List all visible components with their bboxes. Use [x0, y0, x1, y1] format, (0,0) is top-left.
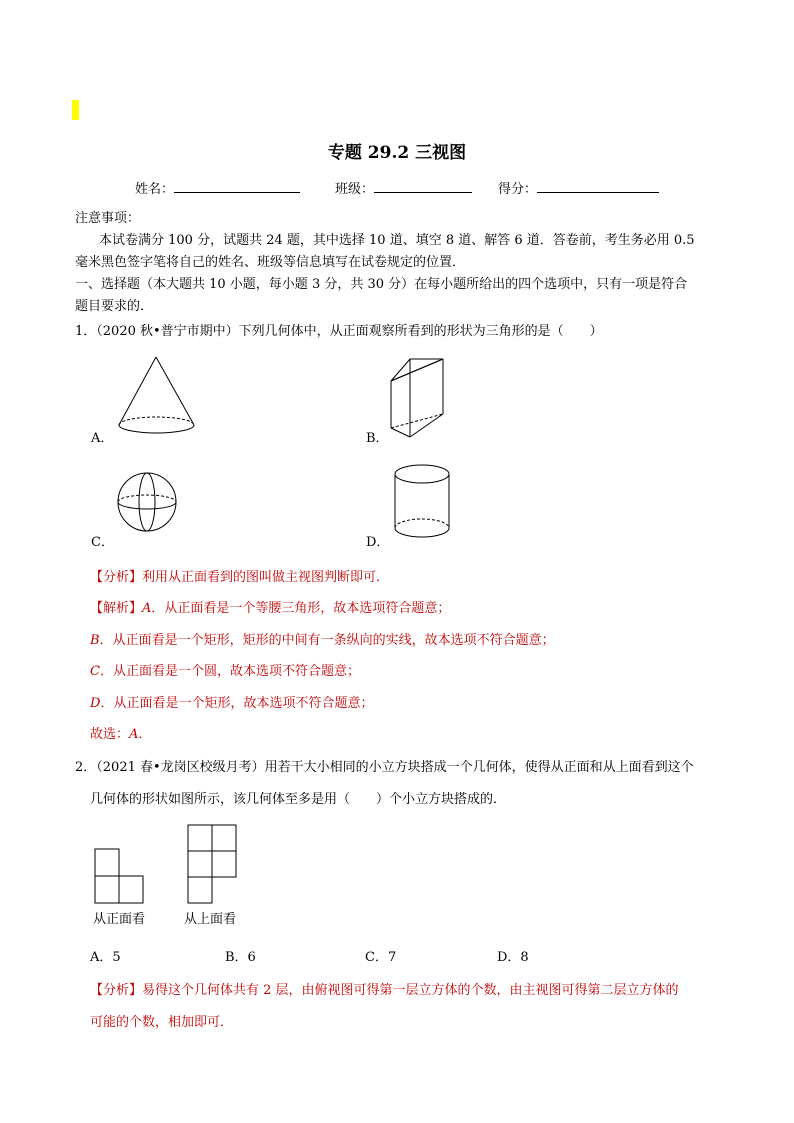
class-field: [335, 178, 472, 197]
q2-option-d: D．8: [497, 950, 529, 965]
q2-analysis-tag: 【分析】: [90, 983, 143, 998]
solution-text-c: ．从正面看是一个圆，故本选项不符合题意；: [99, 664, 360, 679]
q2-analysis-line-2: 可能的个数，相加即可．: [90, 1015, 234, 1030]
solution-text-b: ．从正面看是一个矩形，矩形的中间有一条纵向的实线，故本选项不符合题意；: [99, 633, 555, 648]
q1-solution-a: [90, 597, 450, 616]
q1-solution-b: [90, 629, 555, 648]
score-blank: [537, 180, 659, 193]
score-field: [498, 178, 659, 197]
sphere-icon: [115, 470, 179, 534]
score-label: 得分：: [498, 182, 538, 197]
name-field: [135, 178, 300, 197]
answer-letter: A: [129, 727, 139, 742]
q2-analysis-text-1: 易得这个几何体共有 2 层，由俯视图可得第一层立方体的个数，由主视图可得第二层立方体的: [142, 983, 679, 998]
front-view-label: 从正面看: [93, 912, 146, 927]
class-blank: [374, 180, 472, 193]
q2-option-a: A．5: [90, 950, 121, 965]
name-blank: [174, 180, 300, 193]
notice-line-2: 毫米黑色签字笔将自己的姓名、班级等信息填写在试卷规定的位置．: [75, 255, 466, 270]
q2-option-c: C．7: [365, 950, 397, 965]
question-1-stem: 1．（2020 秋•普宁市期中）下列几何体中，从正面观察所看到的形状为三角形的是（ ）: [75, 324, 603, 339]
question-2-stem-line-1: 2．（2021 春•龙岗区校级月考）用若干大小相同的小立方块搭成一个几何体，使得从正面和从上面看到这个: [75, 760, 694, 775]
option-d-label: D．: [366, 535, 390, 550]
solution-letter-b: B: [90, 633, 100, 648]
q1-answer: [90, 723, 151, 742]
question-2-stem-line-2: 几何体的形状如图所示，该几何体至多是用（ ）个小立方块搭成的．: [90, 792, 507, 807]
solution-letter-a: A: [142, 601, 152, 616]
q2-option-b: B．6: [225, 950, 256, 965]
solution-tag: 【解析】: [90, 601, 143, 616]
highlight-marker: [72, 100, 79, 120]
q2-analysis-line-1: [90, 979, 679, 998]
solution-letter-c: C: [90, 664, 100, 679]
front-view-figure: [94, 848, 146, 905]
q1-solution-c: [90, 660, 360, 679]
triangular-prism-icon: [388, 356, 448, 441]
q1-analysis: [90, 566, 389, 585]
answer-suffix: ．: [138, 727, 152, 742]
notice-line-1: 本试卷满分 100 分，试题共 24 题，其中选择 10 道、填空 8 道、解答 6 道．答卷前，考生务必用 0.5: [99, 233, 695, 248]
option-a-label: A．: [91, 431, 114, 446]
analysis-text: 利用从正面看到的图叫做主视图判断即可．: [142, 570, 390, 585]
cone-icon: [115, 355, 200, 440]
name-label: 姓名：: [135, 182, 175, 197]
analysis-tag: 【分析】: [90, 570, 143, 585]
section-heading-line-2: 题目要求的．: [75, 299, 154, 314]
solution-text-d: ．从正面看是一个矩形，故本选项不符合题意；: [100, 696, 374, 711]
option-b-label: B．: [366, 431, 389, 446]
class-label: 班级：: [335, 182, 375, 197]
solution-letter-d: D: [90, 696, 101, 711]
top-view-figure: [187, 824, 239, 906]
q1-solution-d: [90, 692, 373, 711]
answer-prefix: 故选：: [90, 727, 130, 742]
solution-text-a: ．从正面看是一个等腰三角形，故本选项符合题意；: [151, 601, 451, 616]
section-heading-line-1: 一、选择题（本大题共 10 小题，每小题 3 分，共 30 分）在每小题所给出的四个选项中，只有一项是符合: [75, 277, 688, 292]
page-title: 专题 29.2 三视图: [327, 143, 467, 163]
cylinder-icon: [392, 462, 454, 542]
notice-heading: 注意事项：: [75, 211, 141, 226]
option-c-label: C．: [91, 535, 114, 550]
top-view-label: 从上面看: [184, 912, 237, 927]
